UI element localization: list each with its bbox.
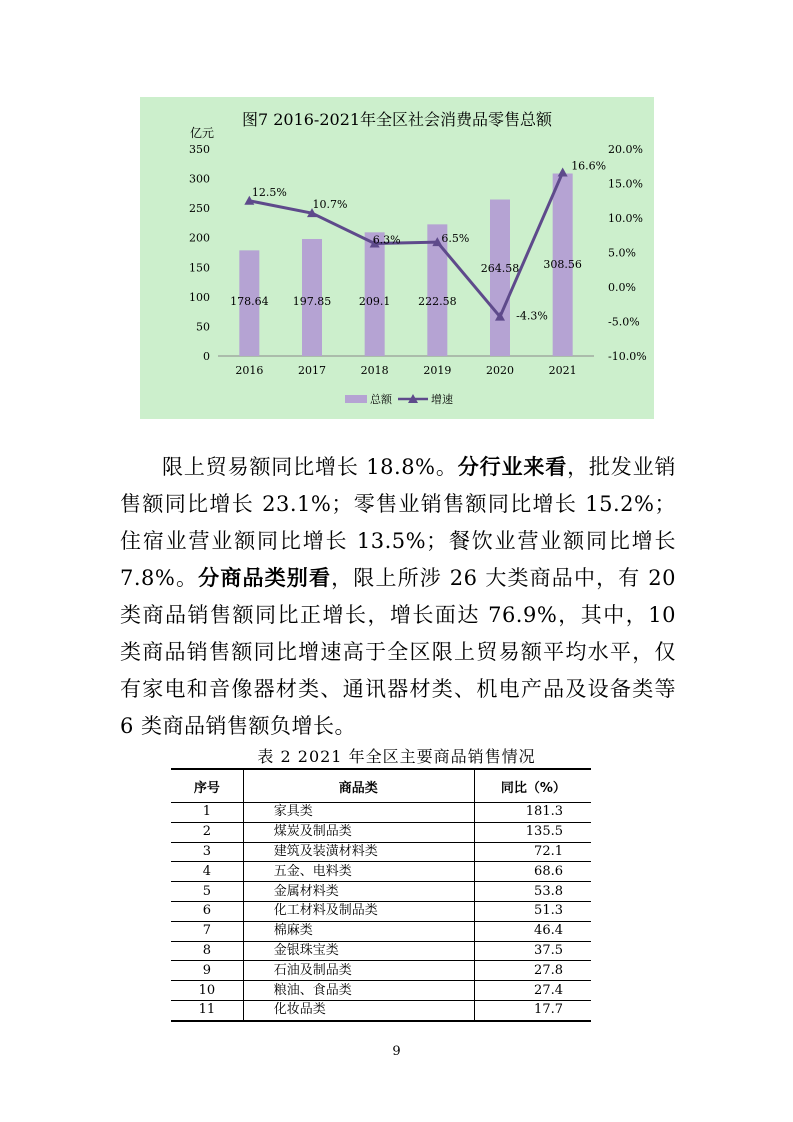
bar-data-label: 178.64: [230, 295, 269, 308]
row-index: 8: [171, 941, 243, 961]
row-category: 石油及制品类: [243, 961, 474, 981]
table-row: [171, 901, 591, 921]
row-yoy: 27.8: [474, 961, 591, 981]
y-tick-label: 350: [189, 143, 210, 156]
table-row: [171, 961, 591, 981]
row-category: 化妆品类: [243, 1000, 474, 1020]
y2-tick-label: -10.0%: [608, 350, 647, 363]
y-tick-label: 0: [203, 350, 210, 363]
row-category: 棉麻类: [243, 921, 474, 941]
bar-data-label: 264.58: [480, 262, 520, 275]
y-tick-label: 150: [189, 261, 210, 275]
y-tick-label: 200: [189, 231, 210, 245]
table-row: [171, 981, 591, 1001]
row-index: 6: [171, 901, 243, 921]
table-row: [171, 1000, 591, 1020]
line-data-label: 12.5%: [251, 185, 287, 199]
row-yoy: 68.6: [474, 862, 591, 882]
y-tick-label: 300: [189, 172, 210, 186]
x-tick-label: 2017: [298, 364, 326, 377]
paragraph-emphasis: 分行业来看: [457, 455, 568, 479]
line-data-label: -4.3%: [516, 309, 548, 323]
header-index: 序号: [171, 769, 243, 803]
y2-tick-label: -5.0%: [608, 315, 640, 329]
paragraph-emphasis: 分商品类别看: [198, 566, 332, 590]
row-index: 10: [171, 981, 243, 1001]
row-index: 9: [171, 961, 243, 981]
table-row: [171, 862, 591, 882]
row-index: 1: [171, 803, 243, 823]
row-category: 煤炭及制品类: [243, 822, 474, 842]
table-title: 表 2 2021 年全区主要商品销售情况: [257, 747, 536, 766]
row-index: 7: [171, 921, 243, 941]
row-yoy: 46.4: [474, 921, 591, 941]
row-category: 化工材料及制品类: [243, 901, 474, 921]
y-tick-label: 250: [189, 202, 210, 216]
line-data-label: 6.3%: [372, 233, 401, 247]
bar-data-label: 197.85: [292, 295, 332, 308]
row-category: 金银珠宝类: [243, 941, 474, 961]
y-axis-unit-label: 亿元: [189, 126, 215, 140]
table-row: [171, 941, 591, 961]
body-paragraph: [120, 449, 676, 745]
row-index: 3: [171, 842, 243, 862]
table-row: [171, 822, 591, 842]
row-yoy: 181.3: [474, 803, 591, 823]
line-marker: [558, 167, 568, 176]
paragraph-text: 限上贸易额同比增长 18.8%。: [162, 455, 458, 479]
y2-tick-label: 10.0%: [608, 212, 643, 225]
row-category: 五金、电料类: [243, 862, 474, 882]
y2-tick-label: 20.0%: [608, 143, 643, 156]
row-yoy: 17.7: [474, 1000, 591, 1020]
x-tick-label: 2018: [360, 364, 389, 377]
row-index: 2: [171, 822, 243, 842]
row-yoy: 72.1: [474, 842, 591, 862]
chart-title: 图7 2016-2021年全区社会消费品零售总额: [241, 110, 553, 129]
paragraph-text: ，批发业销售额同比增长 23.1%；零售业销售额同比增长 15.2%；住宿业营业额同比增长 13.5%；餐饮业营业额同比增长 7.8%。: [120, 455, 677, 590]
chart-figure: [140, 97, 654, 419]
header-yoy: 同比（%）: [474, 769, 591, 803]
x-tick-label: 2021: [548, 364, 577, 377]
y2-tick-label: 15.0%: [608, 177, 643, 191]
table-row: [171, 921, 591, 941]
row-category: 粮油、食品类: [243, 981, 474, 1001]
goods-sales-table: [171, 768, 591, 1022]
header-category: 商品类: [243, 769, 474, 803]
y-tick-label: 50: [196, 320, 210, 334]
legend-label-total: 总额: [370, 393, 392, 406]
row-index: 5: [171, 882, 243, 902]
x-tick-label: 2019: [423, 364, 452, 377]
row-yoy: 135.5: [474, 822, 591, 842]
row-yoy: 27.4: [474, 981, 591, 1001]
y2-tick-label: 5.0%: [608, 246, 636, 260]
x-tick-label: 2020: [486, 364, 514, 377]
table-header-row: [171, 769, 591, 803]
legend-swatch-total: [345, 395, 367, 403]
row-category: 金属材料类: [243, 882, 474, 902]
table-row: [171, 803, 591, 823]
row-category: 建筑及装潢材料类: [243, 842, 474, 862]
combo-chart: [140, 97, 654, 419]
row-yoy: 51.3: [474, 901, 591, 921]
row-index: 11: [171, 1000, 243, 1020]
bar-total: [490, 200, 510, 356]
page-number: 9: [392, 1044, 401, 1059]
line-data-label: 16.6%: [571, 159, 607, 173]
bar-data-label: 209.1: [358, 295, 391, 308]
line-data-label: 10.7%: [312, 198, 348, 212]
line-data-label: 6.5%: [441, 232, 470, 246]
row-yoy: 37.5: [474, 941, 591, 961]
table-row: [171, 842, 591, 862]
y-tick-label: 100: [189, 290, 210, 304]
bar-data-label: 308.56: [543, 258, 582, 271]
bar-data-label: 222.58: [418, 295, 457, 308]
row-index: 4: [171, 862, 243, 882]
y2-tick-label: 0.0%: [608, 281, 636, 294]
legend-label-growth: 增速: [431, 393, 453, 406]
row-yoy: 53.8: [474, 882, 591, 902]
x-tick-label: 2016: [235, 364, 264, 377]
paragraph-text: ，限上所涉 26 大类商品中，有 20 类商品销售额同比正增长，增长面达 76.9%，其中，10 类商品销售额同比增速高于全区限上贸易额平均水平，仅有家电和音像器材类、通讯器材类、机电产品及设备类等 6 类商品销售额负增长。: [120, 566, 677, 738]
row-category: 家具类: [243, 803, 474, 823]
table-row: [171, 882, 591, 902]
